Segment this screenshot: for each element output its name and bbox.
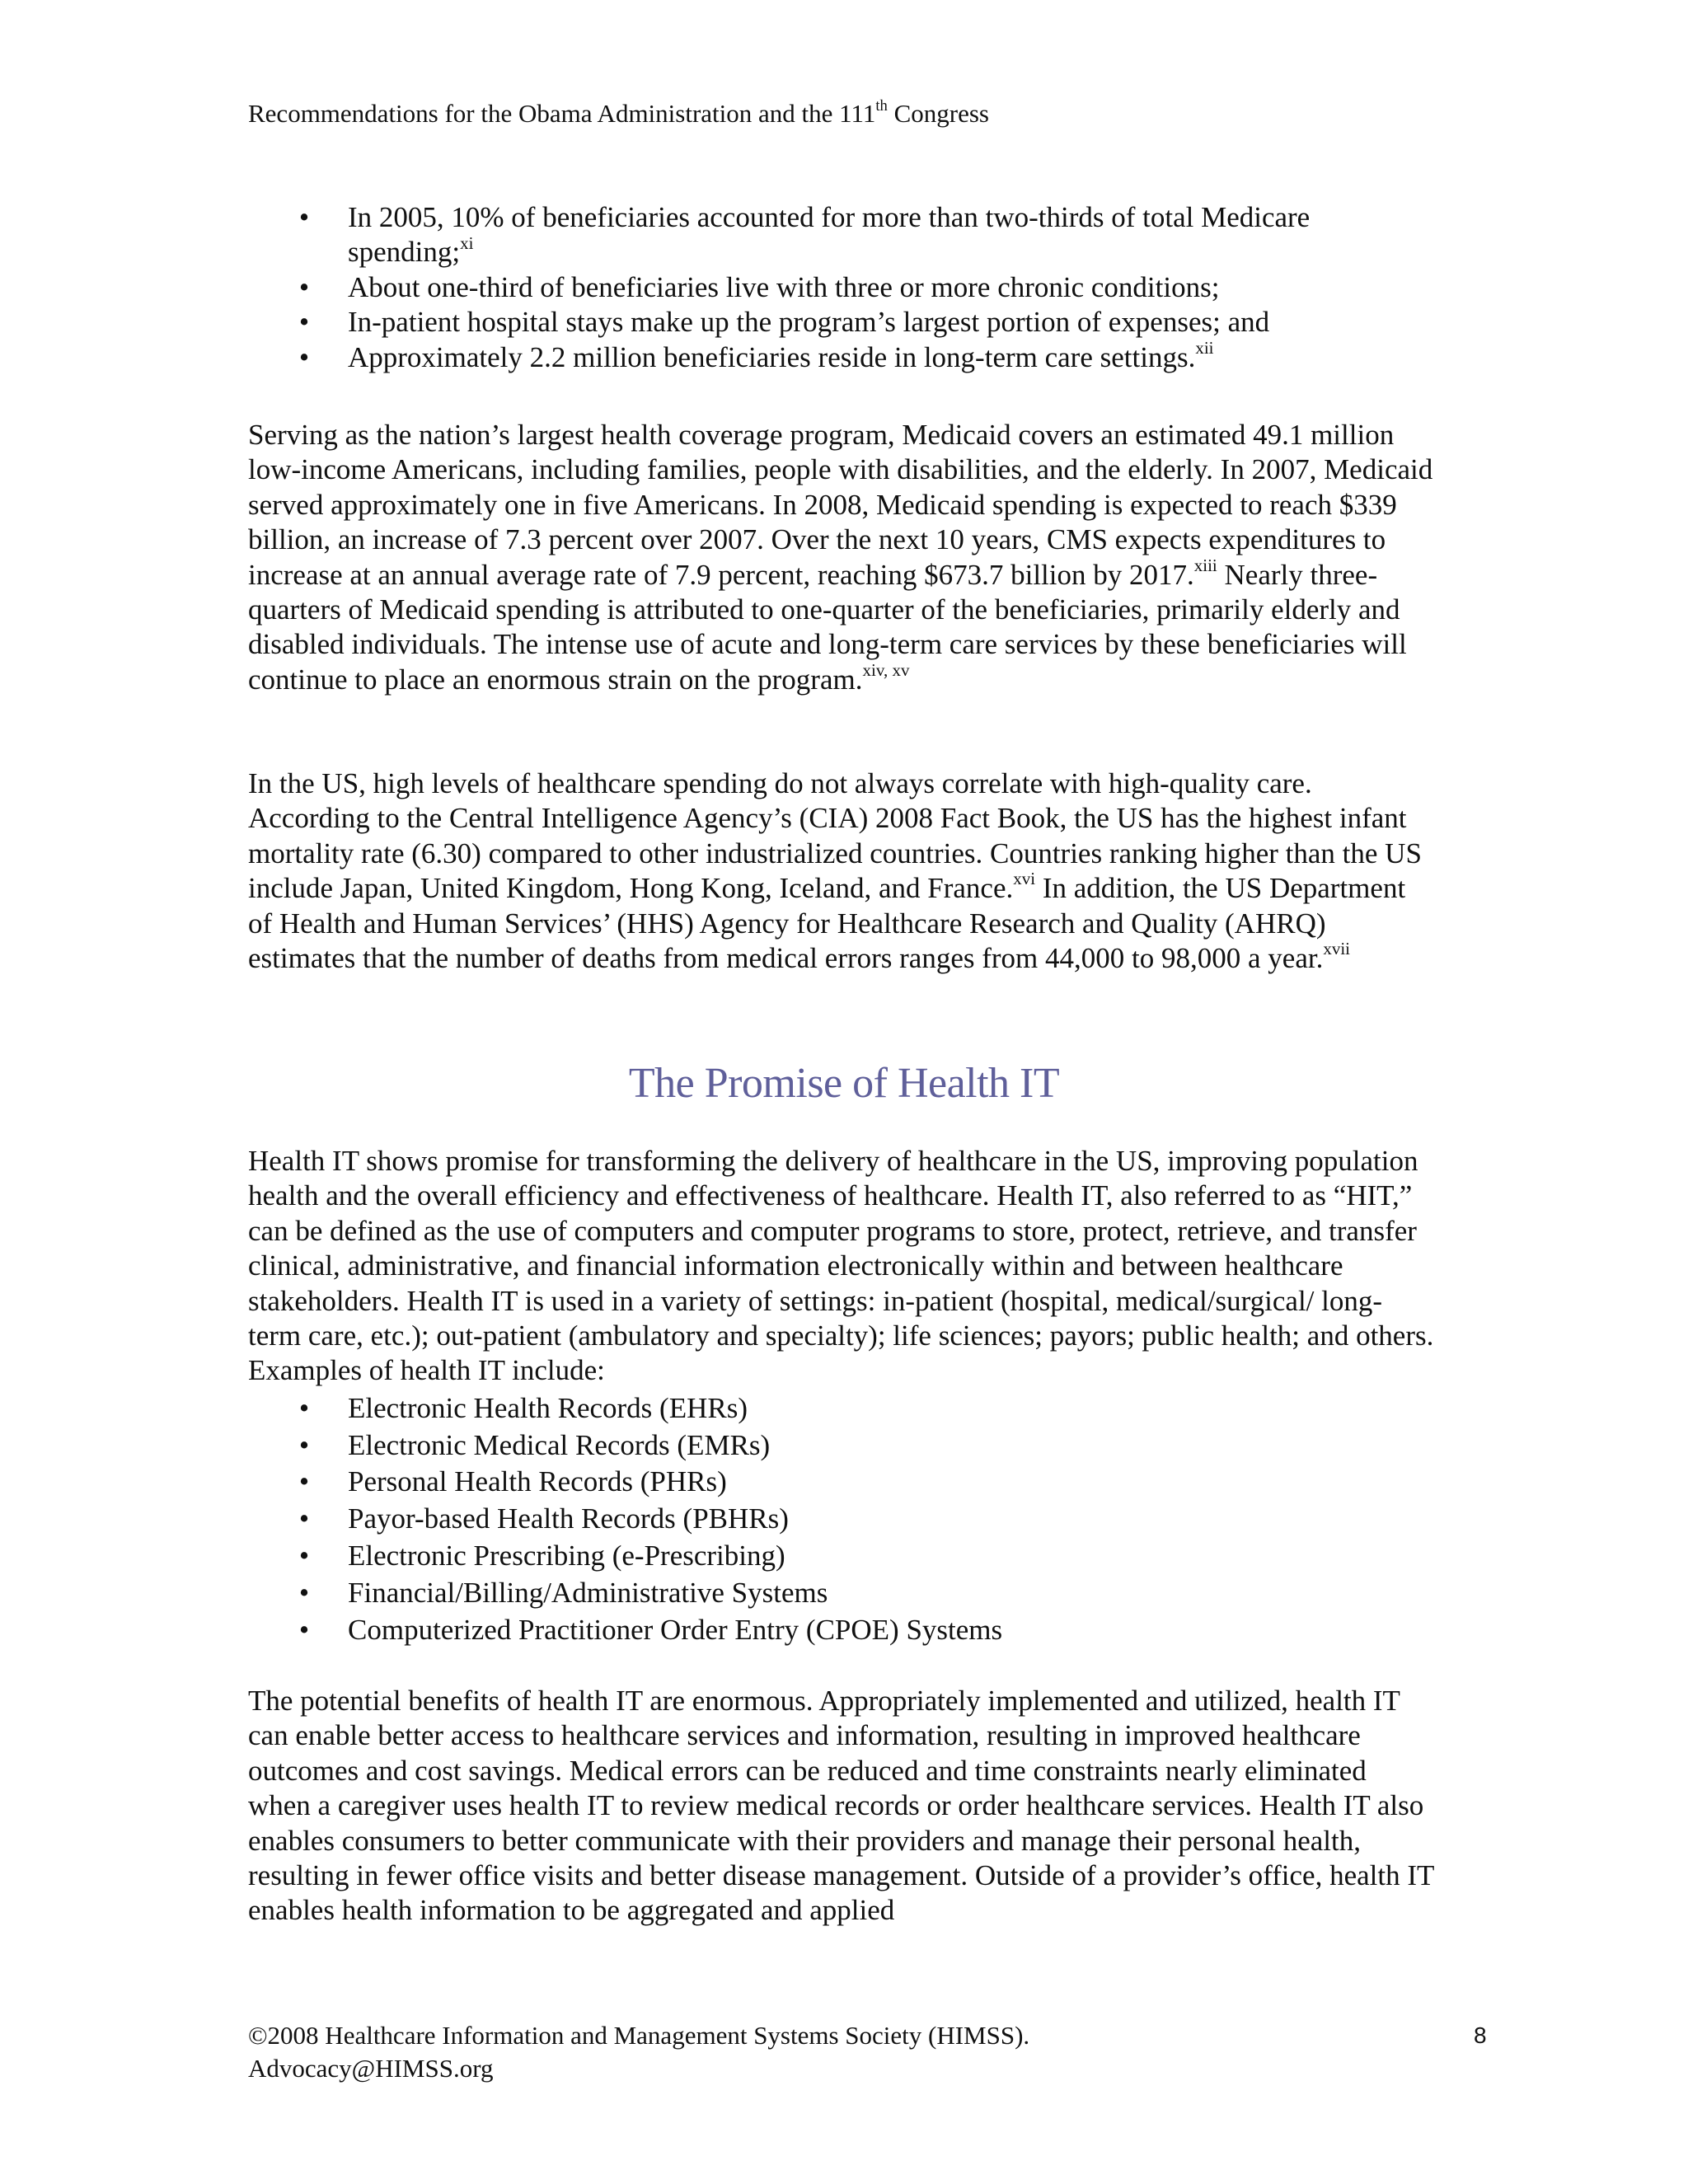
paragraph-text: In addition, the US Department of Health and Human Services’ (HHS) Agency for Healthcare Research and Quality (AHRQ) estimates that the number of deaths from medical errors ranges from 44,000 to 98,000 a year. xyxy=(248,872,1406,975)
list-item-text: In 2005, 10% of beneficiaries accounted for more than two-thirds of total Medicare spending; xyxy=(348,201,1311,269)
copyright-line: ©2008 Healthcare Information and Management Systems Society (HIMSS). xyxy=(248,2021,1030,2050)
list-item xyxy=(248,200,1435,270)
page-number: 8 xyxy=(1474,2022,1487,2048)
endnote-ref: xvii xyxy=(1323,939,1351,959)
bullet-icon: • xyxy=(298,340,310,373)
paragraph-text: The potential benefits of health IT are enormous. Appropriately implemented and utilized, health IT can enable better access to healthcare services and information, resulting in improved healthcare outcomes and cost savings. Medical errors can be reduced and time constraints nearly eliminated when a caregiver uses health IT to review medical records or order healthcare services. Health IT also enables consumers to better communicate with their providers and manage their personal health, resulting in fewer office visits and better disease management. Outside of a provider’s office, health IT enables health information to be aggregated and applied xyxy=(248,1685,1434,1927)
endnote-ref: xiii xyxy=(1193,555,1217,575)
endnote-ref: xvi xyxy=(1013,869,1036,889)
bullet-icon: • xyxy=(298,270,310,303)
bullet-icon: • xyxy=(298,1428,310,1461)
bullet-icon: • xyxy=(298,306,310,339)
list-item xyxy=(248,1612,1435,1649)
contact-email[interactable]: Advocacy@HIMSS.org xyxy=(248,2054,494,2083)
list-item xyxy=(248,1390,1435,1427)
bullet-icon: • xyxy=(298,201,310,233)
paragraph-text: Serving as the nation’s largest health coverage program, Medicaid covers an estimated 49.1 million low-income Americans, including families, people with disabilities, and the elderly. In 2007, Medicaid served approximately one in five Americans. In 2008, Medicaid spending is expected to reach $339 billion, an increase of 7.3 percent over 2007. Over the next 10 years, CMS expects expenditures to increase at an annual average rate of 7.9 percent, reaching $673.7 billion by 2017. xyxy=(248,419,1433,591)
running-header-text: Recommendations for the Obama Administration and the 111 xyxy=(248,99,876,128)
list-item xyxy=(248,270,1435,305)
bullet-icon: • xyxy=(298,1502,310,1535)
endnote-ref: xiv, xv xyxy=(862,660,910,681)
bullet-icon: • xyxy=(298,1613,310,1646)
list-item xyxy=(248,1427,1435,1465)
list-item-text: Approximately 2.2 million beneficiaries reside in long-term care settings. xyxy=(348,340,1196,373)
promise-paragraph: Health IT shows promise for transforming the delivery of healthcare in the US, improving population health and the overall efficiency and effectiveness of healthcare. Health IT, also referred to as “HIT,” can be defined as the use of computers and computer programs to store, protect, retrieve, and transfer clinical, administrative, and financial information electronically within and between healthcare stakeholders. Health IT is used in a variety of settings: in-patient (hospital, medical/surgical/ long-term care, etc.); out-patient (ambulatory and specialty); life sciences; payors; public health; and others. Examples of health IT include: xyxy=(248,1145,1434,1387)
bullet-icon: • xyxy=(298,1391,310,1424)
page-footer xyxy=(248,2019,1029,2085)
bullet-icon: • xyxy=(298,1576,310,1609)
section-heading: The Promise of Health IT xyxy=(628,1060,1060,1107)
list-item xyxy=(248,1575,1435,1612)
list-item-text: Electronic Health Records (EHRs) xyxy=(348,1391,748,1424)
bullet-icon: • xyxy=(298,1465,310,1498)
list-item-text: About one-third of beneficiaries live with three or more chronic conditions; xyxy=(348,270,1220,303)
list-item xyxy=(248,305,1435,340)
paragraph-text: In the US, high levels of healthcare spending do not always correlate with high-quality care. According to the Central Intelligence Agency’s (CIA) 2008 Fact Book, the US has the highest infant mortality rate (6.30) compared to other industrialized countries. Countries ranking higher than the US include Japan, United Kingdom, Hong Kong, Iceland, and France. xyxy=(248,767,1422,905)
health-it-examples-list xyxy=(248,1390,1435,1649)
list-item-text: In-patient hospital stays make up the program’s largest portion of expenses; and xyxy=(348,306,1270,339)
medicaid-paragraph xyxy=(248,418,1435,697)
list-item xyxy=(248,1464,1435,1501)
list-item-text: Financial/Billing/Administrative Systems xyxy=(348,1576,828,1609)
running-header xyxy=(248,97,989,130)
list-item-text: Electronic Prescribing (e-Prescribing) xyxy=(348,1540,785,1572)
list-item xyxy=(248,1501,1435,1538)
paragraph-text: Nearly three-quarters of Medicaid spending is attributed to one-quarter of the beneficiaries, primarily elderly and disabled individuals. The intense use of acute and long-term care services by these beneficiaries will continue to place an enormous strain on the program. xyxy=(248,558,1407,696)
running-header-superscript: th xyxy=(875,96,888,115)
promise-section xyxy=(248,1144,1435,1648)
running-header-text-end: Congress xyxy=(887,99,989,128)
list-item-text: Payor-based Health Records (PBHRs) xyxy=(348,1502,789,1535)
bullet-icon: • xyxy=(298,1540,310,1572)
list-item-text: Electronic Medical Records (EMRs) xyxy=(348,1428,771,1461)
list-item-text: Computerized Practitioner Order Entry (CPOE) Systems xyxy=(348,1613,1003,1646)
quality-paragraph xyxy=(248,766,1435,976)
list-item xyxy=(248,1538,1435,1575)
medicare-facts-list xyxy=(248,200,1435,375)
list-item xyxy=(248,337,1435,375)
benefits-paragraph xyxy=(248,1684,1435,1929)
list-item-text: Personal Health Records (PHRs) xyxy=(348,1465,727,1498)
endnote-ref: xii xyxy=(1195,337,1214,358)
endnote-ref: xi xyxy=(460,232,474,253)
